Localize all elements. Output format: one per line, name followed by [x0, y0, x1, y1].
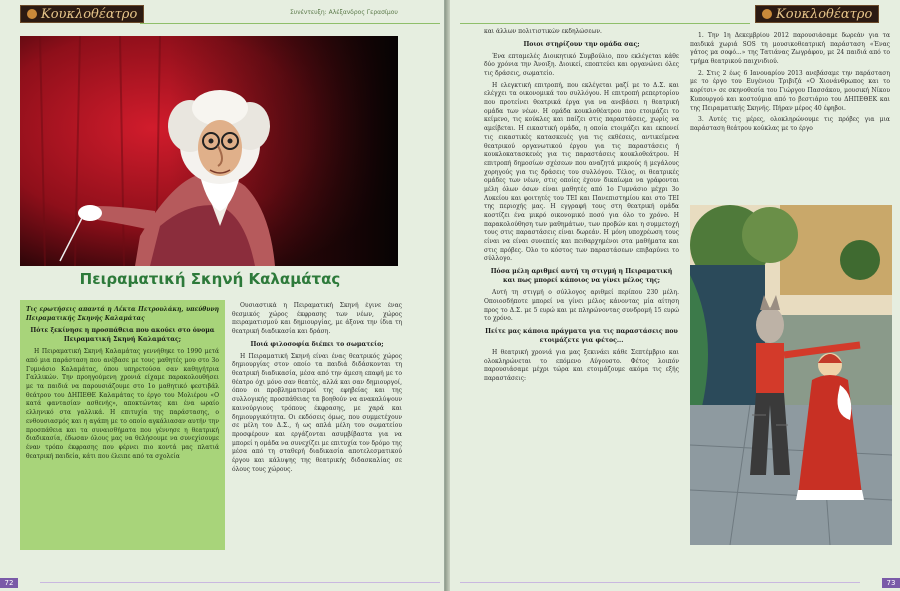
answer-5: Η θεατρική χρονιά για μας ξεκινάει κάθε Σεπτέμβριο και ολοκληρώνεται το επόμενο Αύγουστο. Φέτος λοιπόν παρουσιάσαμε μέχρι τώρα και ετοιμάζουμε ακόμα τις εξής παραστάσεις:	[484, 348, 679, 382]
right-page	[450, 0, 900, 591]
answer-1-cont: Ουσιαστικά η Πειραματική Σκηνή έγινε ένας θεσμικός χώρος έκφρασης των νέων, χώρος πειραματισμού και δημιουργίας, με άξονα την ίδια τη θεατρική διαδικασία και δράση.	[232, 302, 402, 336]
list-item-2: 2. Στις 2 έως 6 Ιανουαρίου 2013 ανεβάσαμε την παράσταση με το έργο του Ευγένιου Τριβιζά «Ο Χιονάνθρωπος και το κορίτσι» σε σκηνοθεσία του Γιώργου Πασσάκου, μουσική Νίκου Κυπουργού και κοστούμια από το βεστιάριο του ΔΗΠΕΘΕΚ και της Πειραματικής Σκηνής. Πήραν μέρος 40 έφηβοι.	[690, 69, 890, 112]
right-column-2	[690, 32, 890, 202]
answer-3-2: Η ελεγκτική επιτροπή, που εκλέγεται μαζί με το Δ.Σ. και ελέγχει τα οικονομικά του συλλόγου. Η επιτροπή ρεπερτορίου που προτείνει θεατρικά έργα για να ανεβάσει η θεατρική ομάδα των νέων. Η ομάδα κουκλοθέατρου που ετοιμάζει το κείμενο, τις κούκλες και παίζει στις παραστάσεις, χωρίς να αμείβεται. Η εικαστική ομάδα, η οποία ετοιμάζει και εκπονεί τις εικαστικές κατασκευές για τις εκθέσεις, αντικείμενα θεατρικού οργανωτικού έργου για τις παραστάσεις ή κουκλοκατασκευές για τις παραστάσεις κουκλοθεάτρου. Η επιτροπή δημοσίων σχέσεων που αναζητά μικρούς ή μεγάλους χορηγούς για τις δράσεις του συλλόγου. Τέλος, οι θεατρικές ομάδες των νέων, στις οποίες έχουν δικαίωμα να γράφονται μέλη όλων όσων είναι μαθητές από 1ο Γυμνάσιο μέχρι 3ο Λυκείου και φοιτητές του ΤΕΙ και Πανεπιστημίου και στο ΤΕΙ της περιοχής μας. Η εγγραφή τους στη θεατρική ομάδα κοστίζει ένα μικρό οικονομικό ποσό για όλο το χρόνο. Η παρακολούθηση των μαθημάτων, των προβών και η συμμετοχή τους στις παραστάσεις είναι δωρεάν. Η μόνη υποχρέωση τους είναι να είναι συνεπείς και πειθαρχημένοι στα μαθήματα και στις πρόβες. Όλο το κόστος των παραστάσεων επιβαρύνει το σύλλογο.	[484, 81, 679, 263]
magazine-logo-right: Κουκλοθέατρο	[755, 5, 879, 23]
page-number-left: 72	[0, 578, 18, 588]
right-column-1	[484, 28, 679, 548]
footer-rule	[40, 582, 440, 583]
list-item-1: 1. Την 1η Δεκεμβρίου 2012 παρουσιάσαμε δωρεάν για τα παιδικά χωριά SOS τη μουσικοθεατρική παράσταση «Ένας γάτος μα σοφό...» της Τατιάνας Ζωγράφου, με 24 παιδιά από το τμήμα θεατρικού παιχνιδιού.	[690, 32, 890, 66]
answer-2: Η Πειραματική Σκηνή είναι ένας θεατρικός χώρος δημιουργίας στον οποίο τα παιδιά διδάσκονται τη θεατρική διαδικασία, μέσα από την άμεση επαφή με το θέατρο όχι μόνο σαν θεατές, αλλά και σαν δημιουργοί, όπου οι προβληματισμοί της εφηβείας και της συλλογικής προσπάθειας τα βοηθούν να ανακαλύψουν καινούργιους τρόπους έκφρασης, με χαρά και δημιουργικότητα. Οι εκδόσεις όμως, που συμμετέχουν σε μέλη του Δ.Σ., ή ως απλά μέλη του σωματείου προσφέρουν και εργάζονται ασυμβίβαστα για να μπορεί η ομάδα να συνεχίζει με επιτυχία τον δρόμο της μέσα από τη σταθερή διαδικασία αποτελεσματικού έργου και κάλυψης της θεατρικής διδασκαλίας σε όλους τους χώρους.	[232, 352, 402, 473]
article-title: Πειραματική Σκηνή Καλαμάτας	[79, 270, 341, 288]
footer-rule-right	[460, 582, 860, 583]
intro-box	[20, 300, 225, 550]
answer-3-1: Ένα επταμελές Διοικητικό Συμβούλιο, που εκλέγεται κάθε δύο χρόνια την Άνοιξη. Διοικεί, εποπτεύει και οργανώνει όλες τις δράσεις, σωματείο.	[484, 52, 679, 78]
answer-1: Η Πειραματική Σκηνή Καλαμάτας γεννήθηκε το 1990 μετά από μια παράσταση που ανέβασε με τους μαθητές μου στο 3ο Γυμνάσιο Καλαμάτας, όπου υπηρετούσα σαν καθηγήτρια Γαλλικών. Την προηγούμενη χρονιά είχαμε παρακολουθήσει με τα παιδιά να παρουσιάζουμε στο 1ο μαθητικό φεστιβάλ θεάτρου του ΔΗΠΕΘΕ Καλαμάτας το έργο του Μολιέρου «Ο κατά φαντασίαν ασθενής», αποκτώντας και ένα ωραίο ελληνικό στα γαλλικά. Η επιτυχία της παράστασης, ο ενθουσιασμός και η αγάπη με το οποίο αγκάλιασαν αυτήν την προσπάθεια και τα συναισθήματα που γέννησε η θεατρική διαδικασία, έδωσαν όλους μας να θελήσουμε να συνεχίσουμε έναν τρόπο έκφρασης που φέρνει πιο κοντά μας πλατιά θεατρική παιδεία, κάτι που έλειπε από τα σχολεία	[26, 348, 219, 460]
logo-icon	[762, 9, 772, 19]
running-head: Συνέντευξη: Αλέξανδρος Γερασίμου	[290, 9, 398, 16]
question-3: Ποιοι στηρίζουν την ομάδα σας;	[523, 40, 640, 48]
header-rule-right	[460, 23, 750, 24]
question-1: Πότε ξεκίνησε η προσπάθεια που ακούει στο όνομα Πειραματική Σκηνή Καλαμάτας;	[30, 327, 215, 344]
costume-photo	[690, 205, 892, 545]
costume-image	[690, 205, 892, 545]
answer-4: Αυτή τη στιγμή ο σύλλογος αριθμεί περίπου 230 μέλη. Οποιοσδήποτε μπορεί να γίνει μέλος κάνοντας μία αίτηση προς το Δ.Σ. με 5 ευρώ και με πληρώνοντας συνδρομή 15 ευρώ το χρόνο.	[484, 289, 679, 323]
question-4: Πόσα μέλη αριθμεί αυτή τη στιγμή η Πειραματική και πως μπορεί κάποιος να γίνει μέλος της;	[490, 268, 673, 285]
intro-text: Τις ερωτήσεις απαντά η Λέκτα Πετρουλάκη, υπεύθυνη Πειραματικής Σκηνής Καλαμάτας	[26, 306, 219, 322]
col1-top: και άλλων πολιτιστικών εκδηλώσεων.	[484, 28, 602, 35]
puppet-photo	[20, 36, 398, 266]
puppet-image	[20, 36, 398, 266]
header-rule	[140, 23, 440, 24]
question-2: Ποιά φιλοσοφία διέπει το σωματείο;	[250, 340, 384, 348]
page-number-right: 73	[882, 578, 900, 588]
left-page	[0, 0, 445, 591]
logo-icon	[27, 9, 37, 19]
left-column-2	[232, 302, 402, 552]
question-5: Πείτε μας κάποια πράγματα για τις παραστάσεις που ετοιμάζετε για φέτος...	[485, 327, 678, 344]
magazine-logo: Κουκλοθέατρο	[20, 5, 144, 23]
list-item-3: 3. Αυτές τις μέρες, ολοκληρώνουμε τις πρόβες για μια παράσταση θεάτρου κούκλας με το έργο	[690, 116, 890, 132]
